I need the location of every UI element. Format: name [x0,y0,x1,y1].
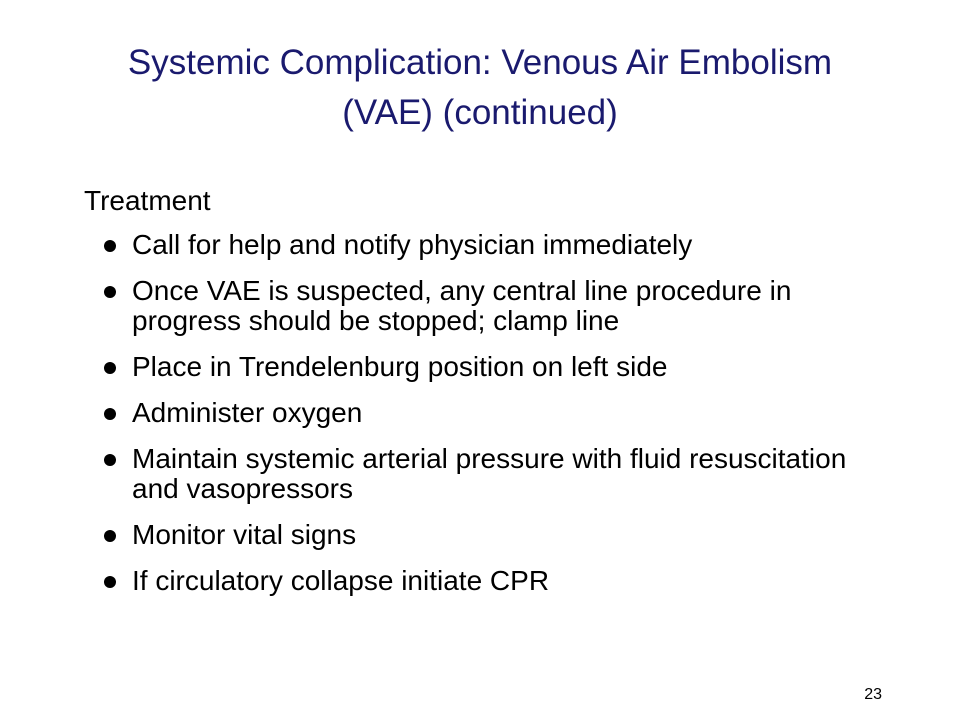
bullet-text: Once VAE is suspected, any central line procedure in progress should be stopped; clamp line [132,275,792,336]
bullet-icon [104,362,116,374]
section-heading: Treatment [84,185,211,216]
bullet-icon [104,286,116,298]
list-item [100,566,890,596]
slide-title: Systemic Complication: Venous Air Embolism (VAE) (continued) [127,43,833,132]
bullet-icon [104,530,116,542]
bullet-text: Maintain systemic arterial pressure with fluid resuscitation and vasopressors [132,443,847,504]
page-number: 23 [864,686,882,703]
bullet-list [100,230,890,612]
bullet-icon [104,240,116,252]
bullet-icon [104,454,116,466]
bullet-text: Place in Trendelenburg position on left side [132,351,668,382]
list-item [100,276,890,336]
list-item [100,520,890,550]
bullet-text: If circulatory collapse initiate CPR [132,565,550,596]
list-item [100,398,890,428]
list-item [100,230,890,260]
bullet-icon [104,408,116,420]
bullet-text: Monitor vital signs [132,519,357,550]
bullet-text: Call for help and notify physician immediately [132,229,693,260]
list-item [100,444,890,504]
bullet-text: Administer oxygen [132,397,363,428]
list-item [100,352,890,382]
bullet-icon [104,576,116,588]
